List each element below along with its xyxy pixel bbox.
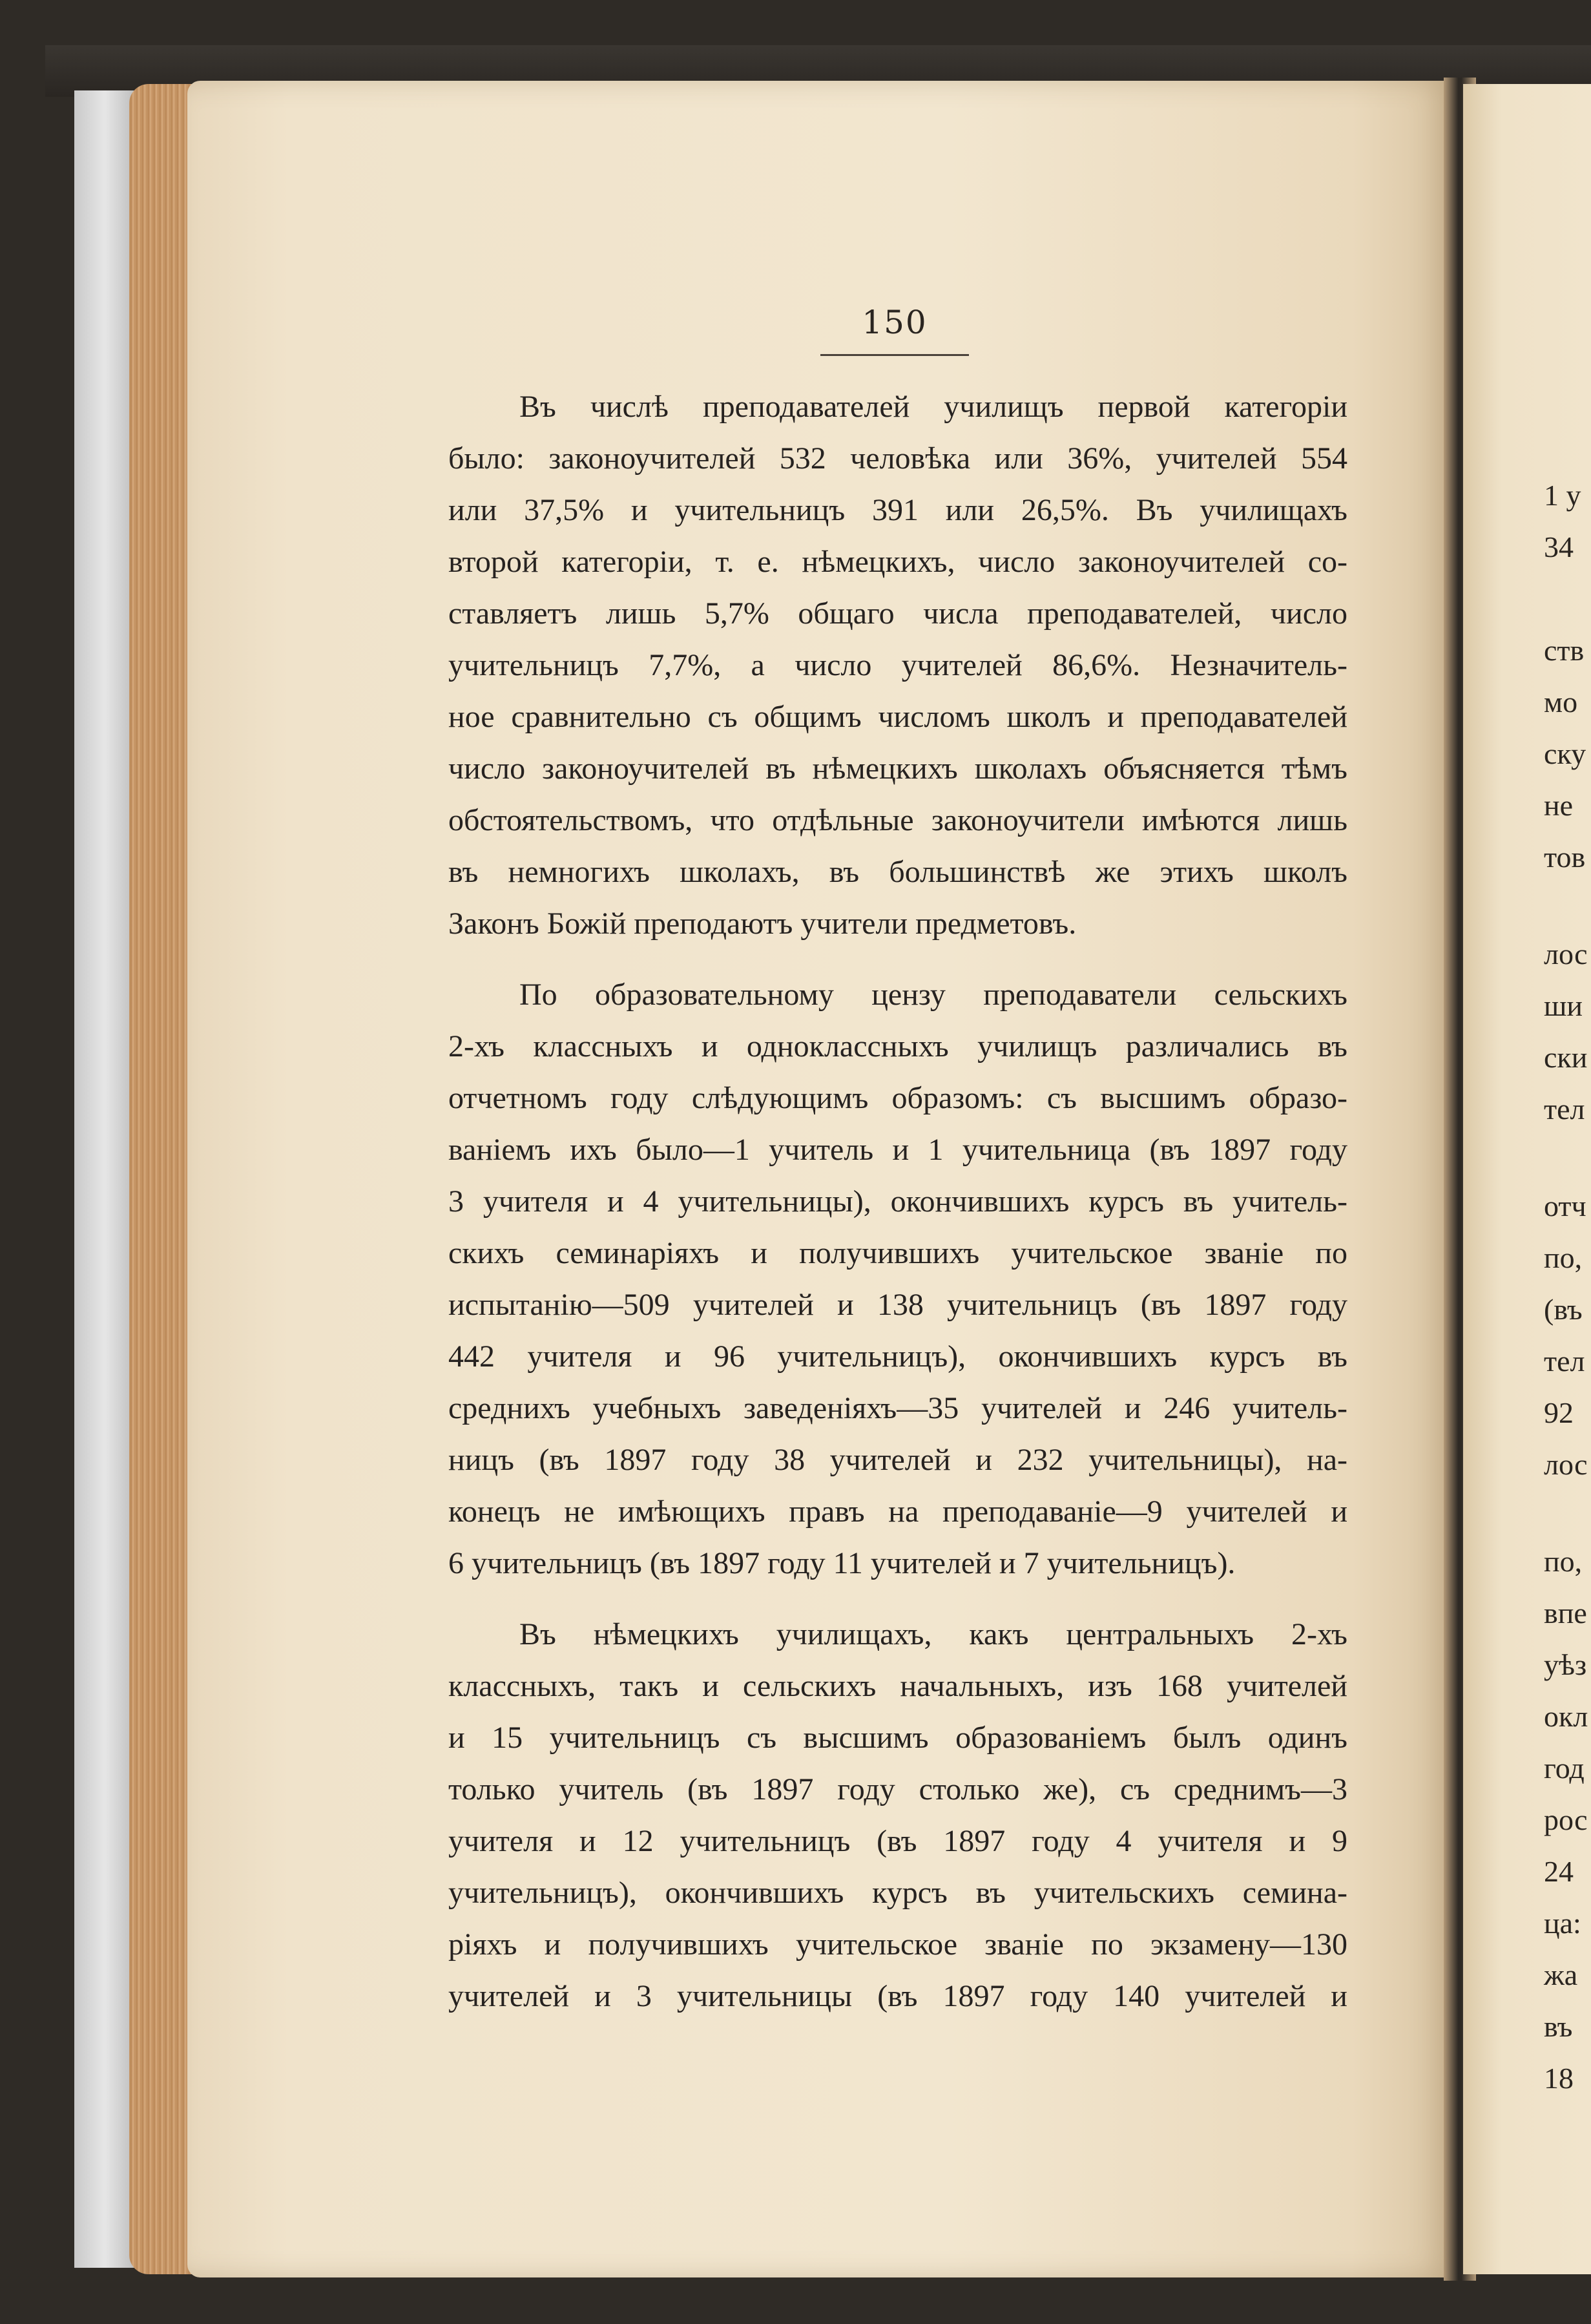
facing-text-fragment: ши [1544, 989, 1583, 1022]
text-line: ваніемъ ихъ было—1 учитель и 1 учительница (въ 1897 году [448, 1133, 1347, 1167]
facing-text-fragment: отч [1544, 1189, 1586, 1222]
text-line: классныхъ, такъ и сельскихъ начальныхъ, изъ 168 учителей [448, 1669, 1347, 1703]
text-line: Въ нѣмецкихъ училищахъ, какъ центральныхъ 2-хъ [519, 1617, 1347, 1651]
facing-text-fragment: 18 [1544, 2062, 1574, 2095]
facing-text-fragment: ску [1544, 737, 1586, 770]
text-line: ріяхъ и получившихъ учительское званіе по экзамену—130 [448, 1927, 1347, 1962]
text-line: 2-хъ классныхъ и одноклассныхъ училищъ различались въ [448, 1029, 1347, 1063]
text-line: и 15 учительницъ съ высшимъ образованіемъ былъ одинъ [448, 1721, 1347, 1755]
text-line: 3 учителя и 4 учительницы), окончившихъ курсъ въ учитель- [448, 1184, 1347, 1219]
text-line: только учитель (въ 1897 году столько же), съ среднимъ—3 [448, 1772, 1347, 1806]
text-line: ницъ (въ 1897 году 38 учителей и 232 учительницы), на- [448, 1443, 1347, 1477]
text-line: 6 учительницъ (въ 1897 году 11 учителей и 7 учительницъ). [448, 1546, 1236, 1580]
facing-text-fragment: по, [1544, 1241, 1583, 1274]
facing-text-fragment: жа [1544, 1958, 1578, 1991]
facing-text-fragment: 92 [1544, 1396, 1574, 1429]
page-number-rule [820, 354, 969, 356]
facing-text-fragment: тов [1544, 841, 1586, 874]
text-line: 442 учителя и 96 учительницъ), окончившихъ курсъ въ [448, 1339, 1347, 1374]
facing-text-fragment: ца: [1544, 1907, 1581, 1940]
facing-text-fragment: тел [1544, 1093, 1585, 1125]
facing-text-fragment: мо [1544, 686, 1578, 718]
facing-page [1463, 84, 1591, 2274]
paragraph-3 [448, 1609, 1347, 2022]
text-line: или 37,5% и учительницъ 391 или 26,5%. Въ училищахъ [448, 493, 1347, 527]
facing-text-fragment: рос [1544, 1803, 1588, 1836]
facing-text-fragment: 24 [1544, 1855, 1574, 1888]
text-line: Законъ Божій преподаютъ учители предметовъ. [448, 906, 1077, 941]
text-line: второй категоріи, т. е. нѣмецкихъ, число законоучителей со- [448, 545, 1347, 579]
text-line: ставляетъ лишь 5,7% общаго числа преподавателей, число [448, 596, 1347, 631]
facing-text-fragment: ств [1544, 634, 1585, 667]
text-line: учительницъ), окончившихъ курсъ въ учительскихъ семина- [448, 1876, 1347, 1910]
text-line: учителей и 3 учительницы (въ 1897 году 140 учителей и [448, 1979, 1347, 2013]
facing-text-fragment: (въ [1544, 1293, 1583, 1326]
text-line: обстоятельствомъ, что отдѣльные законоучители имѣются лишь [448, 803, 1347, 837]
text-line: Въ числѣ преподавателей училищъ первой категоріи [519, 390, 1347, 424]
text-line: въ немногихъ школахъ, въ большинствѣ же этихъ школъ [448, 855, 1347, 889]
paragraph-2 [448, 969, 1347, 1589]
text-line: По образовательному цензу преподаватели сельскихъ [519, 978, 1347, 1012]
text-line: число законоучителей въ нѣмецкихъ школахъ объясняется тѣмъ [448, 751, 1347, 786]
facing-text-fragment: по, [1544, 1545, 1583, 1578]
endpaper-strip [74, 90, 136, 2268]
text-line: испытанію—509 учителей и 138 учительницъ (въ 1897 году [448, 1288, 1347, 1322]
text-line: ное сравнительно съ общимъ числомъ школъ и преподавателей [448, 700, 1347, 734]
facing-text-fragment: 1 у [1544, 479, 1581, 512]
facing-text-fragment: не [1544, 789, 1574, 822]
facing-text-fragment: год [1544, 1752, 1585, 1785]
facing-text-fragment: впе [1544, 1596, 1587, 1629]
text-line: конецъ не имѣющихъ правъ на преподаваніе—9 учителей и [448, 1494, 1347, 1529]
text-line: учителя и 12 учительницъ (въ 1897 году 4 учителя и 9 [448, 1824, 1347, 1858]
facing-text-fragment: лос [1544, 937, 1588, 970]
facing-text-fragment: ски [1544, 1041, 1588, 1074]
facing-text-fragment: уѣз [1544, 1648, 1587, 1681]
text-line: учительницъ 7,7%, а число учителей 86,6%. Незначитель- [448, 648, 1347, 682]
text-line: скихъ семинаріяхъ и получившихъ учительское званіе по [448, 1236, 1347, 1270]
text-line: среднихъ учебныхъ заведеніяхъ—35 учителей и 246 учитель- [448, 1391, 1347, 1425]
facing-text-fragment: въ [1544, 2010, 1573, 2043]
text-line: отчетномъ году слѣдующимъ образомъ: съ высшимъ образо- [448, 1081, 1347, 1115]
facing-text-fragment: окл [1544, 1700, 1588, 1733]
facing-text-fragment: 34 [1544, 530, 1574, 563]
facing-text-fragment: лос [1544, 1448, 1588, 1481]
facing-text-fragment: тел [1544, 1345, 1585, 1377]
paragraph-1 [448, 381, 1347, 950]
facing-page-text [1463, 84, 1591, 2274]
page-number: 150 [862, 304, 928, 341]
text-line: было: законоучителей 532 человѣка или 36%, учителей 554 [448, 441, 1347, 476]
